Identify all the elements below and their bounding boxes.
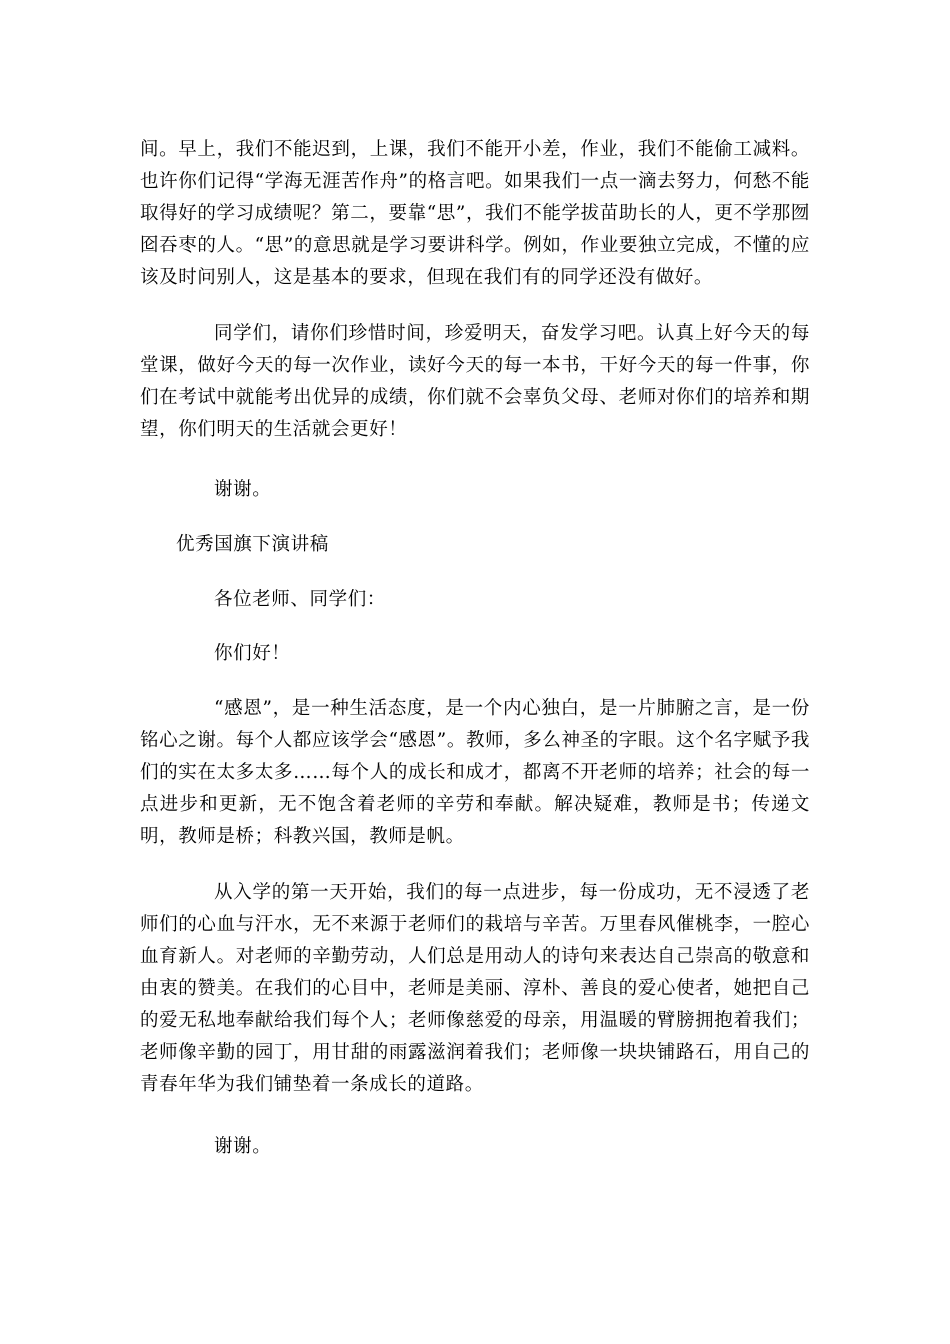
paragraph-cherish-time: 同学们，请你们珍惜时间，珍爱明天，奋发学习吧。认真上好今天的每堂课，做好今天的每一次作业，读好今天的每一本书，干好今天的每一件事，你们在考试中就能考出优异的成绩，你们就不会辜负父母、老师对你们的培养和期望，你们明天的生活就会更好！ [140,323,810,440]
closing-thanks-second: 谢谢。 [214,1136,272,1157]
speech-title: 优秀国旗下演讲稿 [176,534,329,555]
paragraph-study-methods: 间。早上，我们不能迟到，上课，我们不能开小差，作业，我们不能偷工减料。也许你们记得“学海无涯苦作舟”的格言吧。如果我们一点一滴去努力，何愁不能取得好的学习成绩呢？第二，要靠“思”，我们不能学拔苗助长的人，更不学那囫囵吞枣的人。“思”的意思就是学习要讲科学。例如，作业要独立完成，不懂的应该及时问别人，这是基本的要求，但现在我们有的同学还没有做好。 [140,139,810,288]
greeting: 你们好！ [214,643,291,664]
closing-thanks-first: 谢谢。 [214,479,272,500]
paragraph-gratitude: “感恩”，是一种生活态度，是一个内心独白，是一片肺腑之言，是一份铭心之谢。每个人都应该学会“感恩”。教师，多么神圣的字眼。这个名字赋予我们的实在太多太多……每个人的成长和成才，都离不开老师的培养；社会的每一点进步和更新，无不饱含着老师的辛劳和奉献。解决疑难，教师是书；传递文明，教师是桥；科教兴国，教师是帆。 [140,698,810,847]
salutation: 各位老师、同学们： [214,589,386,610]
paragraph-teachers: 从入学的第一天开始，我们的每一点进步，每一份成功，无不浸透了老师们的心血与汗水，无不来源于老师们的栽培与辛苦。万里春风催桃李，一腔心血育新人。对老师的辛勤劳动，人们总是用动人的诗句来表达自己崇高的敬意和由衷的赞美。在我们的心目中，老师是美丽、淳朴、善良的爱心使者，她把自己的爱无私地奉献给我们每个人；老师像慈爱的母亲，用温暖的臂膀拥抱着我们；老师像辛勤的园丁，用甘甜的雨露滋润着我们；老师像一块块铺路石，用自己的青春年华为我们铺垫着一条成长的道路。 [140,882,810,1095]
